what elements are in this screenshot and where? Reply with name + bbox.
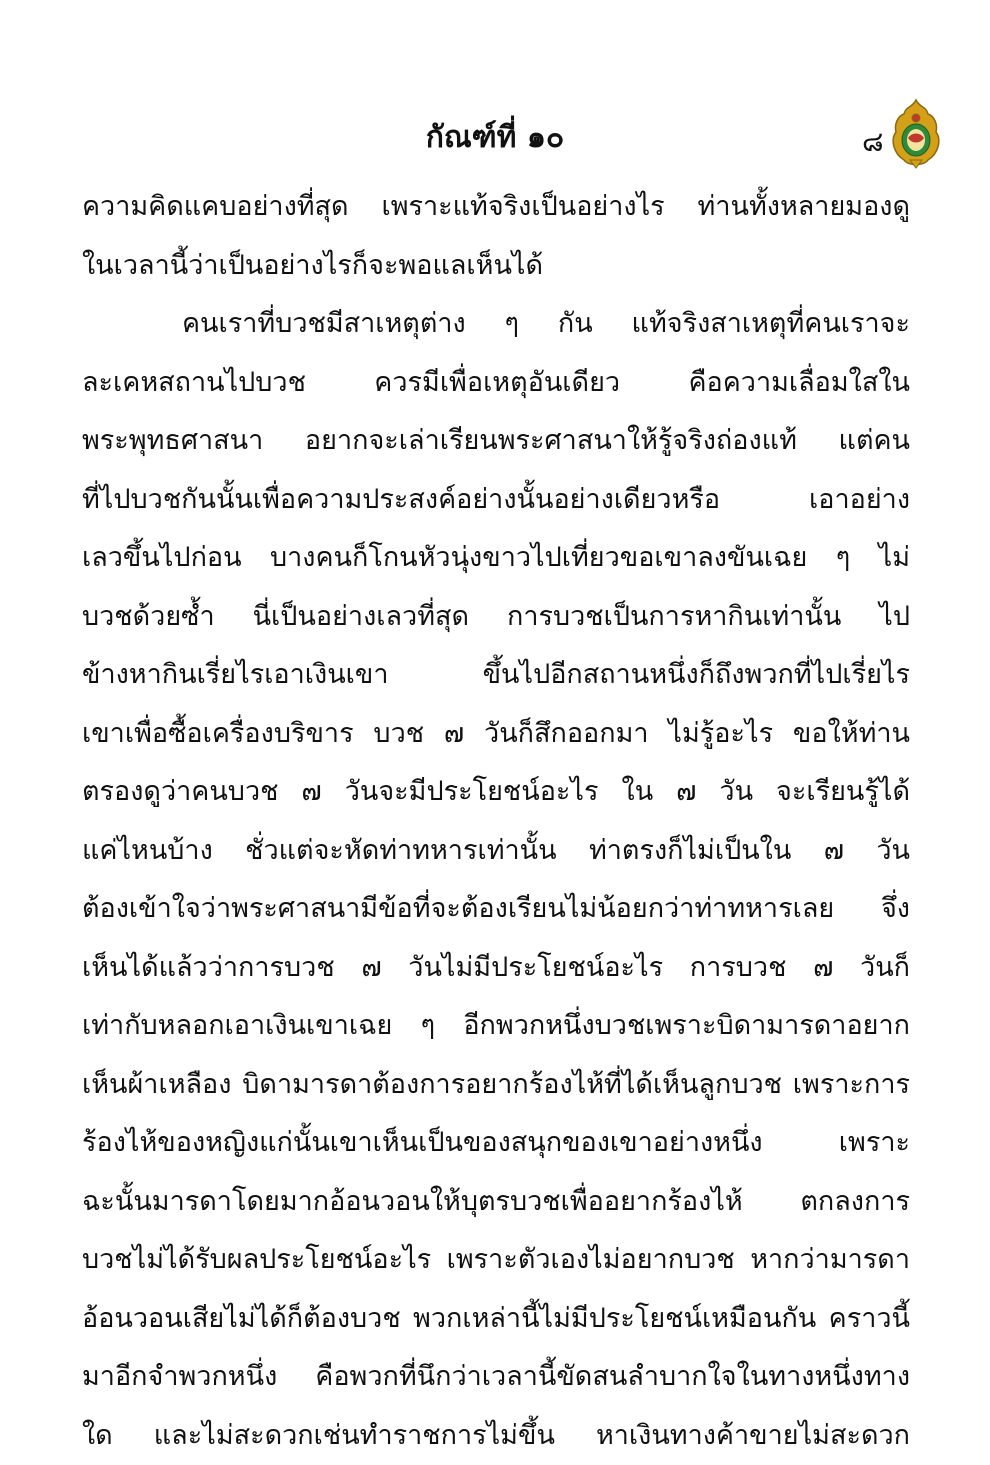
text-line: อ้อนวอนเสียไม่ได้ก็ต้องบวช พวกเหล่านี้ไม่มีประโยชน์เหมือนกัน คราวนี้ (82, 1290, 910, 1349)
page-number: ๘ (862, 124, 884, 160)
text-line: ข้างหากินเรี่ยไรเอาเงินเขา ขึ้นไปอีกสถานหนึ่งก็ถึงพวกที่ไปเรี่ยไร (82, 646, 910, 705)
text-line: ตรองดูว่าคนบวช ๗ วันจะมีประโยชน์อะไร ใน ๗ วัน จะเรียนรู้ได้ (82, 763, 910, 822)
text-line: ร้องไห้ของหญิงแก่นั้นเขาเห็นเป็นของสนุกของเขาอย่างหนึ่ง เพราะ (82, 1114, 910, 1173)
text-line: เท่ากับหลอกเอาเงินเขาเฉย ๆ อีกพวกหนึ่งบวชเพราะบิดามารดาอยาก (82, 997, 910, 1056)
text-line: บวชไม่ได้รับผลประโยชน์อะไร เพราะตัวเองไม่อยากบวช หากว่ามารดา (82, 1231, 910, 1290)
royal-emblem-icon (890, 98, 942, 170)
text-line: เห็นผ้าเหลือง บิดามารดาต้องการอยากร้องไห้ที่ได้เห็นลูกบวช เพราะการ (82, 1056, 910, 1115)
text-line: ต้องเข้าใจว่าพระศาสนามีข้อที่จะต้องเรียนไม่น้อยกว่าท่าทหารเลย จึ่ง (82, 880, 910, 939)
text-line: บวชด้วยซ้ำ นี่เป็นอย่างเลวที่สุด การบวชเป็นการหากินเท่านั้น ไป (82, 588, 910, 647)
text-line: ละเคหสถานไปบวช ควรมีเพื่อเหตุอันเดียว คือความเลื่อมใสใน (82, 354, 910, 413)
text-line: ที่ไปบวชกันนั้นเพื่อความประสงค์อย่างนั้นอย่างเดียวหรือ เอาอย่าง (82, 471, 910, 530)
text-line: เลวขึ้นไปก่อน บางคนก็โกนหัวนุ่งขาวไปเที่ยวขอเขาลงขันเฉย ๆ ไม่ (82, 529, 910, 588)
text-line: คนเราที่บวชมีสาเหตุต่าง ๆ กัน แท้จริงสาเหตุที่คนเราจะ (82, 295, 910, 354)
text-line: ใด และไม่สะดวกเช่นทำราชการไม่ขึ้น หาเงินทางค้าขายไม่สะดวก (82, 1407, 910, 1465)
text-line: แค่ไหนบ้าง ชั่วแต่จะหัดท่าทหารเท่านั้น ท่าตรงก็ไม่เป็นใน ๗ วัน (82, 822, 910, 881)
text-line: พระพุทธศาสนา อยากจะเล่าเรียนพระศาสนาให้รู้จริงถ่องแท้ แต่คน (82, 412, 910, 471)
text-line: มาอีกจำพวกหนึ่ง คือพวกที่นึกว่าเวลานี้ขัดสนลำบากใจในทางหนึ่งทาง (82, 1348, 910, 1407)
body-text (82, 178, 910, 1465)
text-line: ความคิดแคบอย่างที่สุด เพราะแท้จริงเป็นอย่างไร ท่านทั้งหลายมองดู (82, 178, 910, 237)
text-line: ในเวลานี้ว่าเป็นอย่างไรก็จะพอแลเห็นได้ (82, 237, 910, 296)
text-line: เห็นได้แล้วว่าการบวช ๗ วันไม่มีประโยชน์อะไร การบวช ๗ วันก็ (82, 939, 910, 998)
chapter-title: กัณฑ์ที่ ๑๐ (0, 118, 990, 158)
text-line: ฉะนั้นมารดาโดยมากอ้อนวอนให้บุตรบวชเพื่ออยากร้องไห้ ตกลงการ (82, 1173, 910, 1232)
text-line: เขาเพื่อซื้อเครื่องบริขาร บวช ๗ วันก็สึกออกมา ไม่รู้อะไร ขอให้ท่าน (82, 705, 910, 764)
